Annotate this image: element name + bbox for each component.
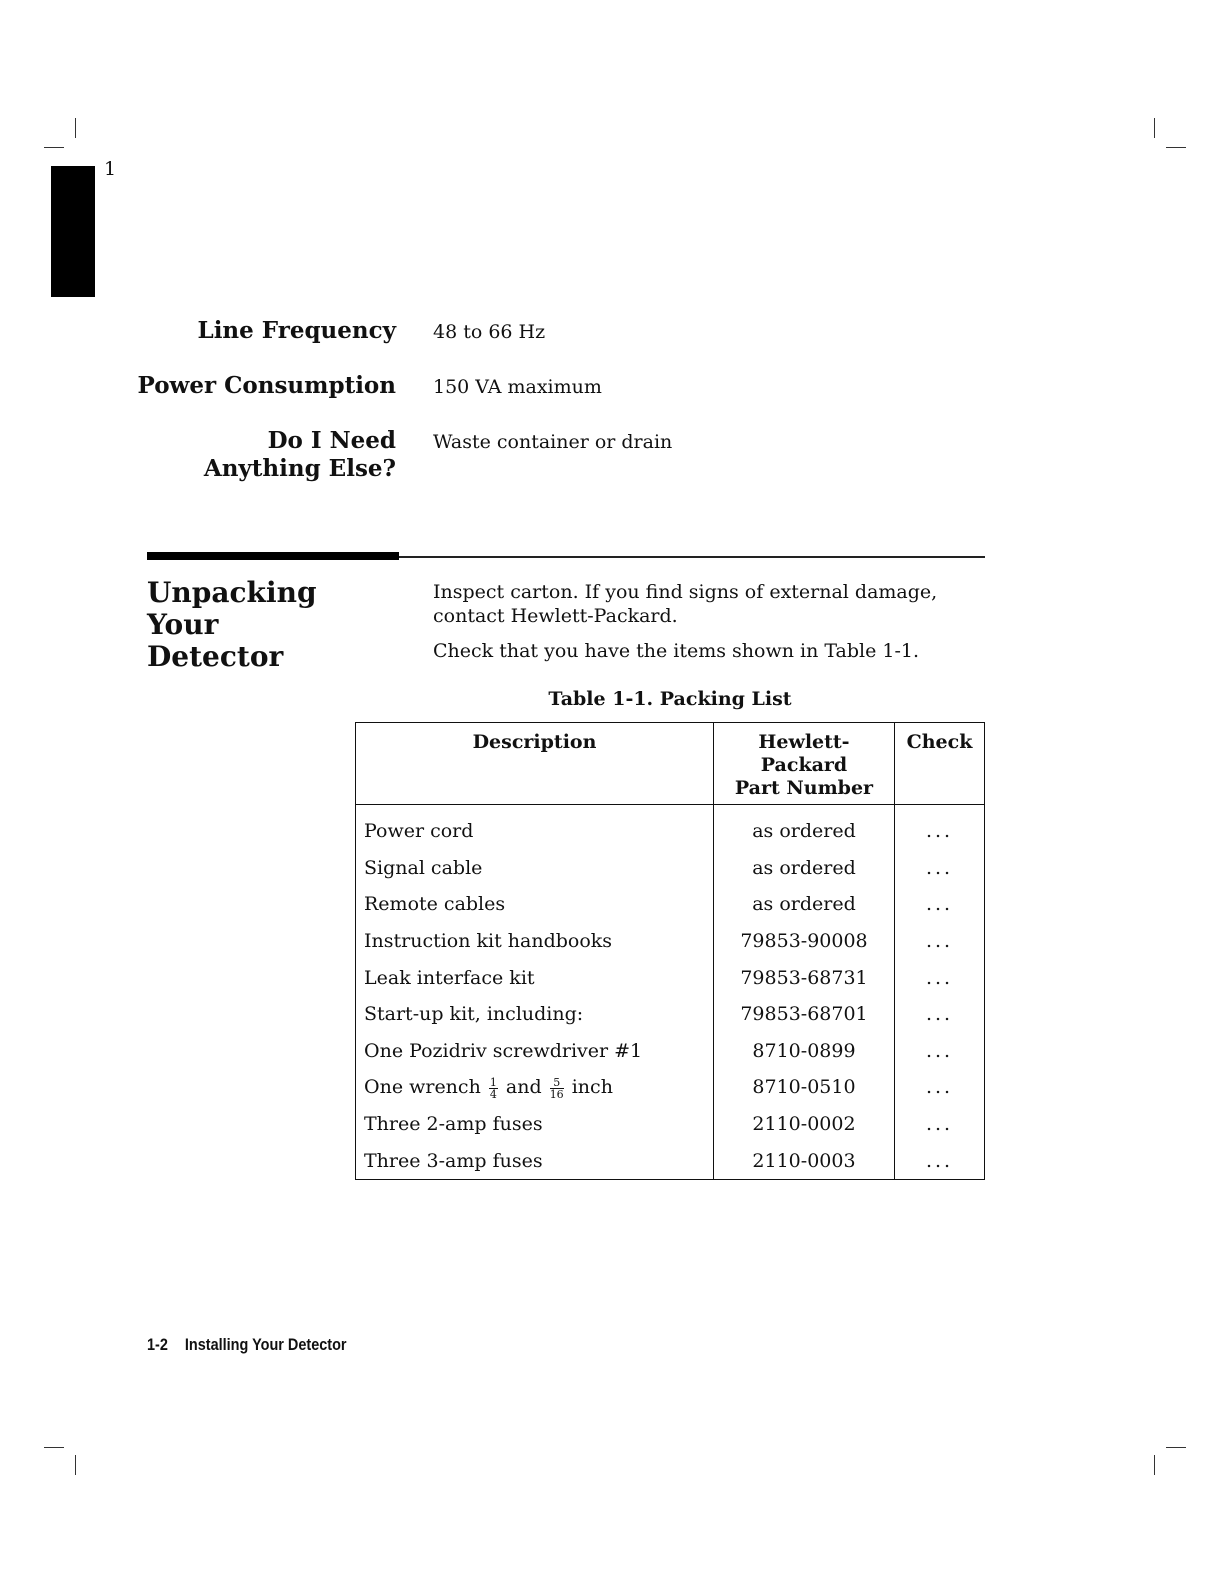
cell-part-number: 8710-0899 (714, 1033, 895, 1070)
cell-part-number: as ordered (714, 850, 895, 887)
cell-part-number: 2110-0003 (714, 1142, 895, 1179)
header-line: Hewlett- (758, 731, 850, 753)
table-row (356, 1106, 985, 1143)
header-check: Check (895, 723, 985, 805)
footer-chapter-title: Installing Your Detector (184, 1335, 347, 1354)
cell-part-number: as ordered (714, 813, 895, 850)
cell-part-number: 79853-90008 (714, 923, 895, 960)
cell-part-number: as ordered (714, 886, 895, 923)
footer-page-number: 1-2 (147, 1335, 168, 1354)
cell-check: ... (895, 1106, 985, 1143)
crop-mark (1166, 1447, 1186, 1448)
cell-check: ... (895, 1142, 985, 1179)
table-row (356, 813, 985, 850)
inspect-paragraph (433, 580, 937, 628)
crop-mark (75, 1455, 76, 1475)
table-row (356, 959, 985, 996)
cell-description: Leak interface kit (364, 966, 535, 989)
cell-part-number: 8710-0510 (714, 1069, 895, 1106)
cell-check: ... (895, 813, 985, 850)
cell-check: ... (895, 923, 985, 960)
spec-value-do-i-need: Waste container or drain (433, 431, 673, 453)
cell-description: Power cord (364, 820, 474, 843)
fraction (489, 1077, 498, 1100)
crop-mark (44, 147, 64, 148)
cell-check: ... (895, 996, 985, 1033)
spec-value-line-frequency: 48 to 66 Hz (433, 321, 546, 343)
spec-value-power-consumption: 150 VA maximum (433, 376, 602, 398)
section-rule-accent (147, 552, 399, 560)
table-row (356, 1069, 985, 1106)
cell-description (356, 1069, 714, 1106)
spec-label-line: Do I Need (267, 427, 396, 454)
cell-check: ... (895, 886, 985, 923)
crop-mark (1166, 147, 1186, 148)
crop-mark (1154, 1455, 1155, 1475)
page-footer (147, 1335, 347, 1355)
spec-label-line: Anything Else? (203, 455, 396, 482)
table-row (356, 886, 985, 923)
cell-part-number: 79853-68701 (714, 996, 895, 1033)
cell-description: Three 3-amp fuses (364, 1149, 543, 1172)
table-row (356, 923, 985, 960)
cell-part-number: 2110-0002 (714, 1106, 895, 1143)
paragraph-line: contact Hewlett-Packard. (433, 605, 678, 627)
cell-description: Remote cables (364, 893, 506, 916)
chapter-tab-bar (51, 166, 95, 297)
table-row (356, 996, 985, 1033)
table-row (356, 1033, 985, 1070)
crop-mark (75, 118, 76, 138)
cell-description: One Pozidriv screwdriver #1 (364, 1039, 643, 1062)
cell-description: Instruction kit handbooks (364, 930, 613, 953)
table-caption: Table 1-1. Packing List (548, 688, 792, 710)
description-text: inch (571, 1076, 613, 1099)
crop-mark (1154, 118, 1155, 138)
packing-list-table (355, 722, 985, 1180)
fraction-denominator: 4 (489, 1087, 497, 1101)
fraction (550, 1077, 564, 1100)
chapter-tab-number: 1 (104, 158, 117, 180)
cell-check: ... (895, 959, 985, 996)
description-text: and (505, 1076, 542, 1099)
cell-check: ... (895, 850, 985, 887)
cell-check: ... (895, 1069, 985, 1106)
section-title (147, 577, 397, 673)
check-paragraph: Check that you have the items shown in Table 1-1. (433, 640, 920, 662)
cell-description: Start-up kit, including: (364, 1003, 584, 1026)
cell-description: Three 2-amp fuses (364, 1113, 543, 1136)
cell-part-number: 79853-68731 (714, 959, 895, 996)
section-title-line: Unpacking Your (147, 576, 317, 641)
cell-check: ... (895, 1033, 985, 1070)
spec-label-line-frequency: Line Frequency (197, 317, 396, 344)
fraction-numerator: 1 (489, 1075, 497, 1089)
fraction-numerator: 5 (550, 1077, 564, 1089)
header-line: Packard (760, 754, 848, 776)
fraction-denominator: 16 (549, 1087, 564, 1101)
header-line: Part Number (734, 777, 874, 799)
header-part-number (714, 723, 895, 805)
table-row (356, 850, 985, 887)
table-row (356, 1142, 985, 1179)
header-description: Description (356, 723, 714, 805)
table-header-row (356, 723, 985, 805)
description-text: One wrench (364, 1076, 481, 1099)
cell-description: Signal cable (364, 856, 483, 879)
spec-label-power-consumption: Power Consumption (137, 372, 396, 399)
crop-mark (44, 1447, 64, 1448)
section-title-line: Detector (147, 640, 284, 673)
paragraph-line: Inspect carton. If you find signs of external damage, (433, 581, 938, 603)
spec-label-do-i-need (204, 427, 396, 483)
